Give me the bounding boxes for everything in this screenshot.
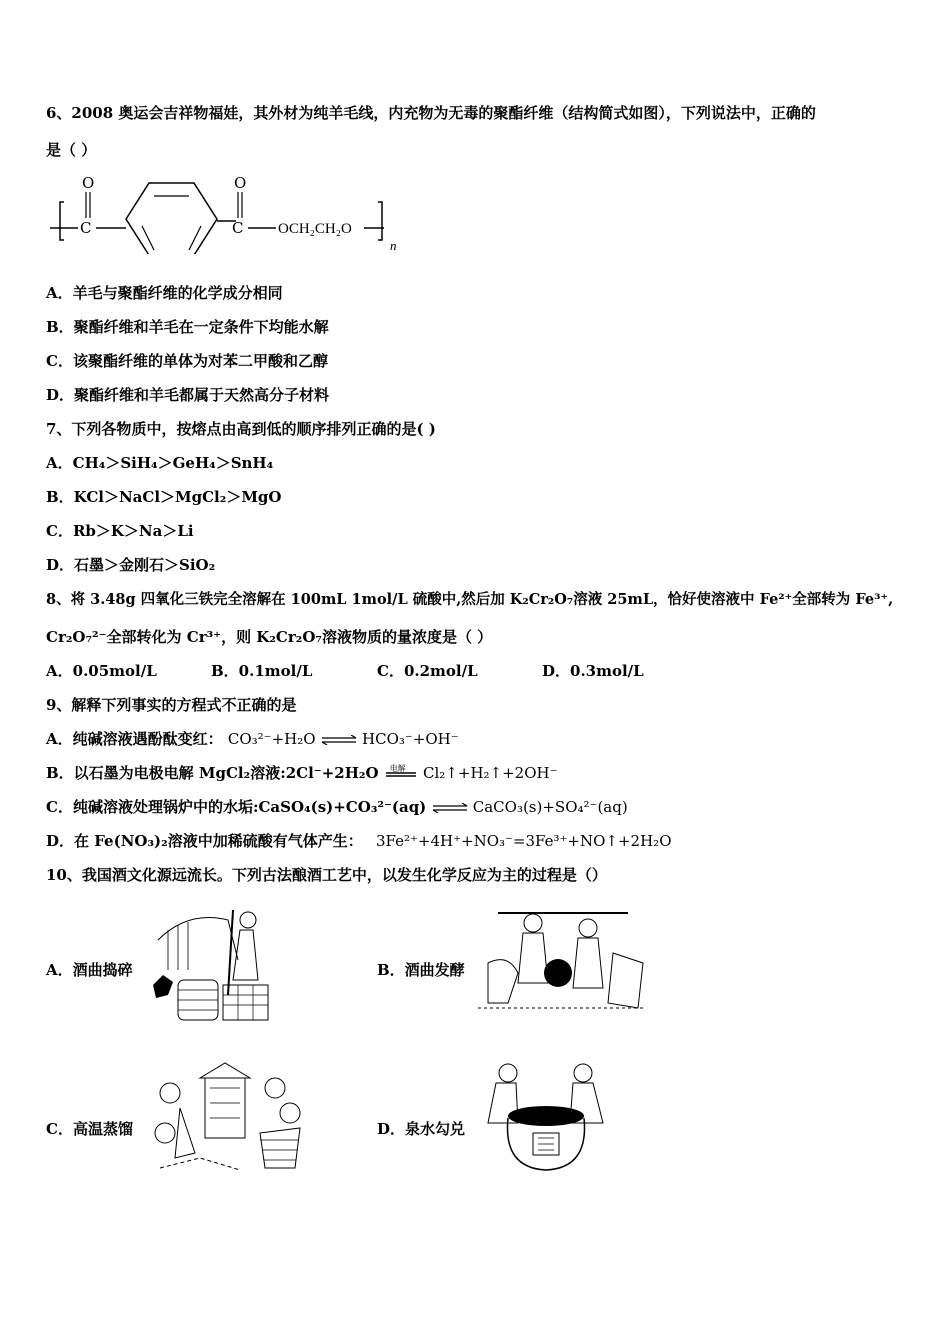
q6-option-d: D．聚酯纤维和羊毛都属于天然高分子材料 (46, 386, 330, 404)
carbonyl-o-2: O (234, 174, 247, 192)
q6-stem-line2: 是（ ） (46, 141, 97, 159)
q6-option-a: A．羊毛与聚酯纤维的化学成分相同 (46, 284, 283, 302)
blending-spring-water-illustration (478, 1058, 614, 1176)
q9-option-c (46, 797, 628, 817)
q9-c-right: CaCO₃(s)+SO₄²⁻(aq) (472, 798, 628, 816)
q9-option-b (46, 763, 558, 783)
q10-option-d: D．泉水勾兑 (377, 1120, 466, 1138)
repeat-n: n (390, 238, 397, 253)
distilling-illustration (150, 1058, 306, 1176)
q8-stem-line1: 8、将 3.48g 四氧化三铁完全溶解在 100mL 1mol/L 硫酸中,然后加 K₂Cr₂O₇溶液 25mL，恰好使溶液中 Fe²⁺全部转为 Fe³⁺, (46, 591, 894, 608)
q10-option-c: C．高温蒸馏 (46, 1120, 133, 1138)
q9-stem: 9、解释下列事实的方程式不正确的是 (46, 696, 297, 714)
equilibrium-arrow-icon (432, 803, 468, 813)
q8-option-a: A．0.05mol/L (46, 662, 157, 680)
q6-option-c: C．该聚酯纤维的单体为对苯二甲酸和乙醇 (46, 352, 328, 370)
q7-option-d: D．石墨＞金刚石＞SiO₂ (46, 556, 216, 574)
carbon-2: C (232, 219, 244, 237)
electrolysis-condition: 电解 (389, 764, 406, 773)
electrolysis-arrow-icon (384, 764, 418, 781)
q7-option-c: C．Rb＞K＞Na＞Li (46, 522, 194, 540)
q7-option-a: A．CH₄＞SiH₄＞GeH₄＞SnH₄ (46, 454, 274, 472)
q8-option-d: D．0.3mol/L (542, 662, 644, 680)
q9-d-equation: 3Fe²⁺+4H⁺+NO₃⁻=3Fe³⁺+NO↑+2H₂O (375, 832, 672, 850)
q8-stem-line2: Cr₂O₇²⁻全部转化为 Cr³⁺，则 K₂Cr₂O₇溶液物质的量浓度是（ ） (46, 628, 493, 646)
equilibrium-arrow-icon (321, 735, 357, 745)
ester-chain: OCH₂CH₂O (278, 221, 352, 237)
q7-option-b: B．KCl＞NaCl＞MgCl₂＞MgO (46, 488, 282, 506)
q9-a-right: HCO₃⁻+OH⁻ (362, 730, 459, 748)
q9-a-left: CO₃²⁻+H₂O (227, 730, 316, 748)
q8-option-c: C．0.2mol/L (377, 662, 478, 680)
carbonyl-o-1: O (82, 174, 95, 192)
q9-option-d (46, 831, 672, 851)
q6-option-b: B．聚酯纤维和羊毛在一定条件下均能水解 (46, 318, 329, 336)
q9-b-text: B．以石墨为电极电解 MgCl₂溶液:2Cl⁻+2H₂O (46, 764, 379, 782)
carbon-1: C (80, 219, 92, 237)
q10-option-b: B．酒曲发酵 (377, 961, 465, 979)
q8-option-b: B．0.1mol/L (211, 662, 313, 680)
q9-a-text: A．纯碱溶液遇酚酞变红： (46, 730, 223, 748)
q9-b-right: Cl₂↑+H₂↑+2OH⁻ (423, 764, 558, 782)
q10-stem: 10、我国酒文化源远流长。下列古法酿酒工艺中，以发生化学反应为主的过程是（） (46, 866, 607, 884)
q9-option-a (46, 729, 459, 749)
q7-stem: 7、下列各物质中，按熔点由高到低的顺序排列正确的是( ) (46, 420, 436, 438)
q6-stem-line1: 6、2008 奥运会吉祥物福娃，其外材为纯羊毛线，内充物为无毒的聚酯纤维（结构简式如图），下列说法中，正确的 (46, 104, 816, 122)
q10-option-a: A．酒曲捣碎 (46, 961, 133, 979)
polyester-structure-figure (46, 170, 416, 254)
q9-d-text: D．在 Fe(NO₃)₂溶液中加稀硫酸有气体产生： (46, 832, 363, 850)
q9-c-text: C．纯碱溶液处理锅炉中的水垢:CaSO₄(s)+CO₃²⁻(aq) (46, 798, 427, 816)
crushing-yeast-illustration (148, 900, 278, 1025)
fermenting-yeast-illustration (478, 903, 646, 1015)
